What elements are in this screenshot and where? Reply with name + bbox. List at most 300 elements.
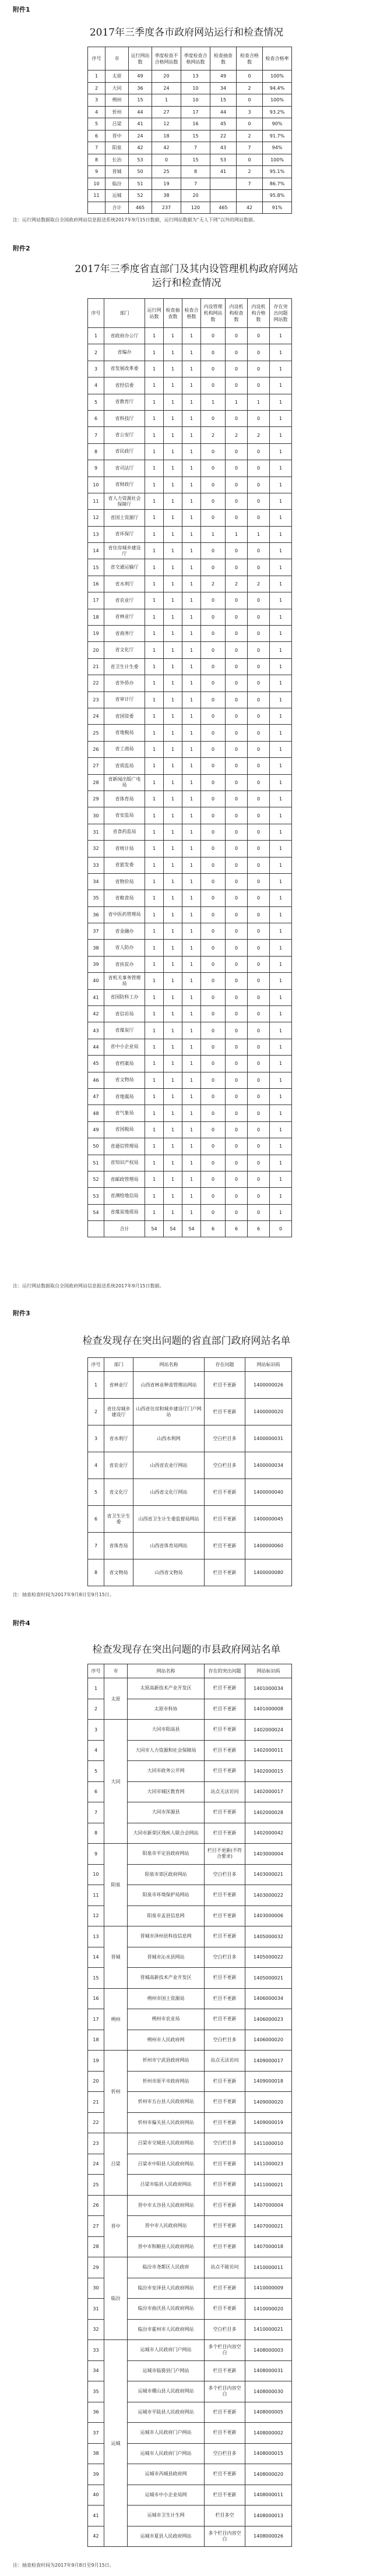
table-cell: 1 — [270, 344, 292, 361]
table-cell: 36 — [88, 2402, 104, 2423]
table-cell: 1 — [270, 890, 292, 906]
table-cell: 0 — [226, 691, 248, 708]
table-cell: 0 — [248, 857, 270, 873]
table-cell: 0 — [248, 675, 270, 691]
table-cell: 15 — [181, 130, 210, 142]
table-cell: 27 — [88, 2216, 104, 2237]
table-cell: 1 — [270, 691, 292, 708]
table-cell: 1 — [145, 873, 164, 890]
table-cell: 0 — [201, 377, 226, 394]
table-cell: 14 — [88, 1947, 104, 1968]
table-cell: 1 — [145, 824, 164, 840]
table-cell: 1 — [270, 642, 292, 658]
table-cell: 6 — [88, 130, 105, 142]
column-header: 检查抽查数 — [164, 299, 182, 328]
table-cell: 0 — [201, 361, 226, 377]
table-cell: 1 — [145, 1188, 164, 1204]
table-cell: 1410000009 — [245, 2278, 292, 2299]
table-row — [88, 824, 292, 840]
table-cell: 0 — [226, 410, 248, 426]
table-cell: 站点不能访问 — [205, 2257, 245, 2278]
table-cell: 0 — [201, 774, 226, 791]
table-cell: 0 — [248, 758, 270, 774]
table-cell: 40 — [88, 2485, 104, 2506]
table-cell: 1 — [182, 1022, 201, 1039]
table-cell: 1 — [164, 592, 182, 609]
table-cell: 11 — [88, 190, 105, 202]
table-cell: 0 — [248, 1188, 270, 1204]
table-cell: 1 — [182, 1072, 201, 1088]
table-row — [88, 841, 292, 857]
table-cell: 1 — [182, 940, 201, 956]
table-cell: 95.8% — [263, 190, 292, 202]
table-cell: 省体育局 — [104, 791, 145, 807]
table-row — [88, 1171, 292, 1187]
table-cell: 0 — [248, 410, 270, 426]
table-cell: 0 — [248, 807, 270, 824]
table-cell: 省地税局 — [104, 725, 145, 741]
table-cell: 36 — [129, 82, 152, 94]
table-cell: 25 — [88, 2175, 104, 2196]
table-cell: 6 — [226, 1221, 248, 1237]
table-cell: 0 — [248, 1105, 270, 1121]
table-cell: 13 — [181, 70, 210, 83]
table-cell: 0 — [201, 460, 226, 477]
table-cell: 1 — [270, 758, 292, 774]
table-cell: 1 — [164, 328, 182, 344]
column-header: 存在突出问题网站数 — [270, 299, 292, 328]
table-cell: 1 — [248, 394, 270, 410]
table-cell: 33 — [88, 2340, 104, 2361]
table-cell: 1402000017 — [245, 1781, 292, 1802]
table-cell: 0 — [237, 118, 263, 130]
table-cell: 0 — [201, 1039, 226, 1055]
column-header: 市 — [105, 47, 129, 70]
table-cell: 1 — [164, 1022, 182, 1039]
section-1-note: 注：运行网站数据取自全国政府网站信息报送系统2017年9月15日数据，运行网站数据为“无人下网”以外的网站数据。 — [13, 217, 258, 223]
table-cell: 0 — [248, 1121, 270, 1138]
table-cell: 0 — [201, 592, 226, 609]
table-cell: 运城市中小企业局网 — [128, 2485, 205, 2506]
table-row — [88, 1221, 292, 1237]
table-cell: 朔州 — [105, 94, 129, 107]
table-cell: 1 — [164, 510, 182, 526]
column-header: 检查合格率 — [263, 47, 292, 70]
table-cell: 省编办 — [104, 344, 145, 361]
table-cell: 山西水利网 — [133, 1425, 205, 1452]
table-cell: 1405000021 — [245, 1968, 292, 1989]
table-cell: 1 — [164, 609, 182, 625]
table-cell: 1 — [164, 1121, 182, 1138]
table-cell: 0 — [226, 592, 248, 609]
table-cell: 省中小企业局 — [104, 1039, 145, 1055]
table-cell: 9 — [88, 1844, 104, 1865]
table-cell: 0 — [201, 658, 226, 675]
section-2-title-line2: 运行和检查情况 — [152, 277, 221, 289]
table-cell: 9 — [88, 460, 104, 477]
table-cell: 1 — [270, 510, 292, 526]
table-cell: 1 — [164, 658, 182, 675]
table-cell: 1 — [182, 493, 201, 509]
table-cell: 1 — [145, 741, 164, 757]
table-row — [88, 807, 292, 824]
table-cell: 1 — [145, 361, 164, 377]
table-cell: 0 — [226, 758, 248, 774]
table-cell: 1407000018 — [245, 2236, 292, 2257]
table-cell: 17 — [88, 2009, 104, 2030]
table-cell: 0 — [201, 493, 226, 509]
table-cell: 1403000004 — [245, 1844, 292, 1865]
table-cell: 465 — [129, 202, 152, 214]
table-cell: 237 — [152, 202, 181, 214]
table-cell: 0 — [248, 989, 270, 1005]
table-row — [88, 890, 292, 906]
column-header: 网站标识码 — [245, 1664, 292, 1678]
table-row — [88, 1006, 292, 1022]
table-cell: 1 — [182, 1171, 201, 1187]
table-cell: 1 — [145, 1039, 164, 1055]
table-cell: 朔州市农业局 — [128, 2009, 205, 2030]
table-cell: 1411000021 — [245, 2175, 292, 2196]
table-cell: 42 — [88, 1006, 104, 1022]
table-cell: 太原市科协 — [128, 1699, 205, 1720]
table-cell: 0 — [248, 841, 270, 857]
table-cell: 1 — [182, 526, 201, 542]
table-cell: 1408000020 — [245, 2464, 292, 2485]
table-cell: 1 — [145, 658, 164, 675]
table-cell: 1 — [164, 361, 182, 377]
table-cell: 大同市新荣区残疾人联合会网站 — [128, 1823, 205, 1844]
table-cell: 省林业厅 — [104, 1372, 133, 1399]
table-cell: 1 — [145, 1105, 164, 1121]
table-cell: 0 — [226, 460, 248, 477]
table-cell: 2 — [201, 576, 226, 592]
table-cell: 1 — [152, 94, 181, 107]
table-cell: 34 — [88, 873, 104, 890]
table-cell: 省农业厅 — [104, 1452, 133, 1479]
table-cell: 7 — [88, 1802, 104, 1823]
table-cell: 7 — [237, 142, 263, 154]
table-cell: 1 — [145, 427, 164, 443]
table-cell: 0 — [201, 510, 226, 526]
table-cell: 1 — [145, 559, 164, 576]
section-3-title: 检查发现存在突出问题的省直部门政府网站名单 — [82, 1335, 291, 1347]
table-cell: 省国防科工办 — [104, 989, 145, 1005]
table-cell: 0 — [226, 609, 248, 625]
table-cell: 1 — [270, 559, 292, 576]
table-cell: 1 — [88, 70, 105, 83]
table-cell: 1 — [270, 394, 292, 410]
table-cell: 栏目不更新 — [205, 1678, 245, 1699]
table-cell: 1 — [270, 328, 292, 344]
table-cell: 1 — [182, 691, 201, 708]
table-cell: 0 — [201, 1121, 226, 1138]
table-cell: 45 — [210, 118, 237, 130]
table-cell: 1 — [164, 1155, 182, 1171]
table-cell: 3 — [237, 106, 263, 118]
table-cell: 44 — [88, 1039, 104, 1055]
table-cell: 0 — [226, 1188, 248, 1204]
table-cell: 1 — [145, 493, 164, 509]
table-cell: 省国税局 — [104, 1121, 145, 1138]
table-cell: 20 — [88, 642, 104, 658]
table-cell: 0 — [201, 642, 226, 658]
table-cell: 1 — [145, 857, 164, 873]
table-cell: 栏目不更新 — [205, 1399, 245, 1425]
table-cell: 10 — [88, 477, 104, 493]
table-cell: 1400000020 — [245, 1399, 292, 1425]
table-cell: 1 — [145, 725, 164, 741]
table-cell: 栏目不更新 — [205, 2299, 245, 2320]
column-header: 网站名称 — [133, 1358, 205, 1372]
table-cell: 1 — [145, 1138, 164, 1155]
table-cell: 晋城市沁水县网站 — [128, 1947, 205, 1968]
table-cell: 0 — [201, 675, 226, 691]
table-cell: 空白栏目多 — [205, 1425, 245, 1452]
county-problem-table — [87, 1664, 292, 2547]
table-row — [88, 658, 292, 675]
table-cell: 1 — [270, 725, 292, 741]
section-2-note: 注：运行网站数据取自全国政府网站信息报送系统2017年9月15日数据。 — [13, 1283, 164, 1289]
table-cell: 22 — [210, 130, 237, 142]
table-row — [88, 2195, 292, 2216]
table-cell: 站点无法访问 — [205, 2051, 245, 2072]
table-cell: 省国土资源厅 — [104, 510, 145, 526]
city-group-cell: 朔州 — [104, 1988, 128, 2051]
table-cell: 1400000031 — [245, 1425, 292, 1452]
table-cell: 16 — [181, 118, 210, 130]
table-cell: 1 — [182, 824, 201, 840]
table-row — [88, 190, 292, 202]
table-cell: 19 — [88, 2051, 104, 2072]
table-cell: 1 — [270, 658, 292, 675]
table-cell: 运城市人民政府门户网站 — [128, 2423, 205, 2444]
table-cell: 0 — [248, 1204, 270, 1220]
table-cell: 0 — [248, 626, 270, 642]
column-header: 序号 — [88, 47, 105, 70]
table-row — [88, 691, 292, 708]
table-cell: 栏目不更新 — [205, 1823, 245, 1844]
table-cell: 46 — [88, 1072, 104, 1088]
table-cell: 1 — [164, 708, 182, 724]
table-cell: 山西省体育局网站 — [133, 1533, 205, 1559]
table-row — [88, 758, 292, 774]
table-cell: 0 — [226, 940, 248, 956]
table-row — [88, 1022, 292, 1039]
table-cell: 1 — [201, 526, 226, 542]
table-cell: 2 — [201, 427, 226, 443]
table-cell: 栏目不更新 — [205, 1968, 245, 1989]
table-cell: 53 — [88, 1188, 104, 1204]
table-cell: 0 — [226, 477, 248, 493]
table-cell: 0 — [226, 1138, 248, 1155]
table-cell: 栏目不更新 — [205, 2092, 245, 2113]
table-cell: 0 — [248, 873, 270, 890]
table-cell: 8 — [88, 1559, 104, 1586]
table-cell: 15 — [88, 559, 104, 576]
table-cell: 25 — [88, 725, 104, 741]
table-cell: 5 — [88, 1479, 104, 1506]
table-cell: 1 — [270, 460, 292, 477]
table-cell: 0 — [201, 1072, 226, 1088]
table-cell: 晋城市泽州县科技信息网 — [128, 1926, 205, 1947]
table-cell: 0 — [201, 791, 226, 807]
table-cell: 0 — [201, 1022, 226, 1039]
table-cell: 41 — [129, 118, 152, 130]
column-header: 部门 — [104, 1358, 133, 1372]
table-cell: 1 — [182, 642, 201, 658]
table-cell: 省文化厅 — [104, 642, 145, 658]
table-row — [88, 956, 292, 972]
table-cell: 6 — [88, 1781, 104, 1802]
table-cell: 1 — [270, 824, 292, 840]
table-cell: 1 — [145, 956, 164, 972]
table-cell: 10 — [88, 178, 105, 190]
table-cell: 1 — [145, 923, 164, 940]
table-cell: 阳泉市盂县信息网 — [128, 1905, 205, 1926]
table-cell: 35 — [88, 2381, 104, 2402]
table-cell: 1 — [145, 1006, 164, 1022]
table-cell: 1 — [145, 906, 164, 923]
table-cell: 1 — [145, 410, 164, 426]
table-cell: 4 — [88, 1740, 104, 1761]
table-cell: 40 — [88, 973, 104, 989]
table-cell: 0 — [226, 708, 248, 724]
table-cell: 3 — [88, 1425, 104, 1452]
table-cell: 0 — [201, 328, 226, 344]
table-cell: 51 — [129, 178, 152, 190]
table-cell: 山西省林业种苗管理站网站 — [133, 1372, 205, 1399]
table-cell: 省教育厅 — [104, 394, 145, 410]
table-cell: 栏目不更新 — [205, 2423, 245, 2444]
table-cell: 1 — [270, 1006, 292, 1022]
table-cell: 大同市阳高县 — [128, 1720, 205, 1741]
table-cell: 1 — [182, 841, 201, 857]
table-cell: 栏目不更新 — [205, 2485, 245, 2506]
table-cell: 空白栏目多 — [205, 1452, 245, 1479]
table-cell: 1407000004 — [245, 2195, 292, 2216]
table-cell: 1 — [164, 626, 182, 642]
table-row — [88, 2051, 292, 2072]
table-row — [88, 940, 292, 956]
table-cell: 晋城 — [105, 166, 129, 178]
column-header: 序号 — [88, 1358, 104, 1372]
table-cell: 阳泉市平定县政府网站 — [128, 1844, 205, 1865]
table-row — [88, 725, 292, 741]
table-cell: 1 — [270, 377, 292, 394]
table-cell: 1 — [145, 477, 164, 493]
table-cell: 省卫生计生委 — [104, 658, 145, 675]
table-cell: 0 — [248, 791, 270, 807]
table-cell: 1 — [182, 609, 201, 625]
table-cell — [210, 178, 237, 190]
table-cell: 栏目不更新 — [205, 1885, 245, 1906]
table-cell: 0 — [226, 873, 248, 890]
table-cell: 41 — [88, 2506, 104, 2526]
city-group-cell: 晋中 — [104, 2195, 128, 2257]
table-cell: 0 — [237, 70, 263, 83]
table-cell: 朔州市国土资源局 — [128, 1988, 205, 2009]
table-cell: 18 — [152, 130, 181, 142]
table-cell: 31 — [88, 824, 104, 840]
table-cell: 41 — [88, 989, 104, 1005]
table-cell: 42 — [152, 142, 181, 154]
table-cell: 1 — [270, 774, 292, 791]
table-cell: 6 — [248, 1221, 270, 1237]
table-row — [88, 592, 292, 609]
table-cell: 省农业厅 — [104, 592, 145, 609]
table-cell: 省知识产权局 — [104, 1155, 145, 1171]
table-cell: 1 — [270, 1039, 292, 1055]
table-cell: 0 — [201, 344, 226, 361]
column-header: 市 — [104, 1664, 128, 1678]
column-header: 季度检查合格网站数 — [181, 47, 210, 70]
table-cell: 运城市稷山县人民政府网站 — [128, 2381, 205, 2402]
table-cell: 太原 — [105, 70, 129, 83]
table-cell: 栏目不更新 — [205, 1699, 245, 1720]
table-row — [88, 2133, 292, 2154]
table-cell: 12 — [152, 118, 181, 130]
table-cell: 0 — [248, 906, 270, 923]
table-cell: 0 — [226, 642, 248, 658]
table-cell: 0 — [226, 1155, 248, 1171]
table-cell: 1 — [164, 443, 182, 460]
table-cell: 5 — [88, 394, 104, 410]
table-cell: 15 — [129, 94, 152, 107]
table-cell: 11 — [88, 493, 104, 509]
table-row — [88, 1425, 292, 1452]
table-cell: 1411000023 — [245, 2154, 292, 2175]
table-row — [88, 526, 292, 542]
table-cell: 0 — [248, 691, 270, 708]
table-cell: 0 — [248, 658, 270, 675]
table-cell: 11 — [88, 1885, 104, 1906]
table-cell: 94.4% — [263, 82, 292, 94]
table-cell: 52 — [129, 190, 152, 202]
table-cell: 95.1% — [263, 166, 292, 178]
table-cell: 1 — [164, 1138, 182, 1155]
table-cell: 0 — [226, 906, 248, 923]
table-row — [88, 377, 292, 394]
table-cell: 20 — [152, 70, 181, 83]
table-cell: 忻州市五台县人民政府网站 — [128, 2092, 205, 2113]
table-cell: 省水利厅 — [104, 576, 145, 592]
table-row — [88, 1105, 292, 1121]
table-row — [88, 1039, 292, 1055]
table-cell: 1 — [145, 576, 164, 592]
table-cell: 54 — [164, 1221, 182, 1237]
table-cell: 0 — [226, 791, 248, 807]
table-cell: 0 — [248, 774, 270, 791]
table-cell: 0 — [248, 1171, 270, 1187]
table-cell: 空白栏目多 — [205, 2319, 245, 2340]
table-cell: 1 — [182, 956, 201, 972]
column-header: 存在问题 — [205, 1358, 245, 1372]
table-cell: 栏目不更新 — [205, 2195, 245, 2216]
table-cell: 54 — [182, 1221, 201, 1237]
table-cell: 1 — [248, 526, 270, 542]
table-row — [88, 906, 292, 923]
table-cell: 1409000019 — [245, 2112, 292, 2133]
table-cell: 1 — [145, 328, 164, 344]
table-cell: 晋城高新技术产业开发区 — [128, 1968, 205, 1989]
table-cell: 91.7% — [263, 130, 292, 142]
table-cell: 0 — [201, 1171, 226, 1187]
table-cell: 1 — [182, 592, 201, 609]
table-cell: 山西省卫生计生委监督局网站 — [133, 1506, 205, 1533]
table-cell: 栏目不更新 — [205, 1479, 245, 1506]
city-group-cell: 临汾 — [104, 2257, 128, 2340]
